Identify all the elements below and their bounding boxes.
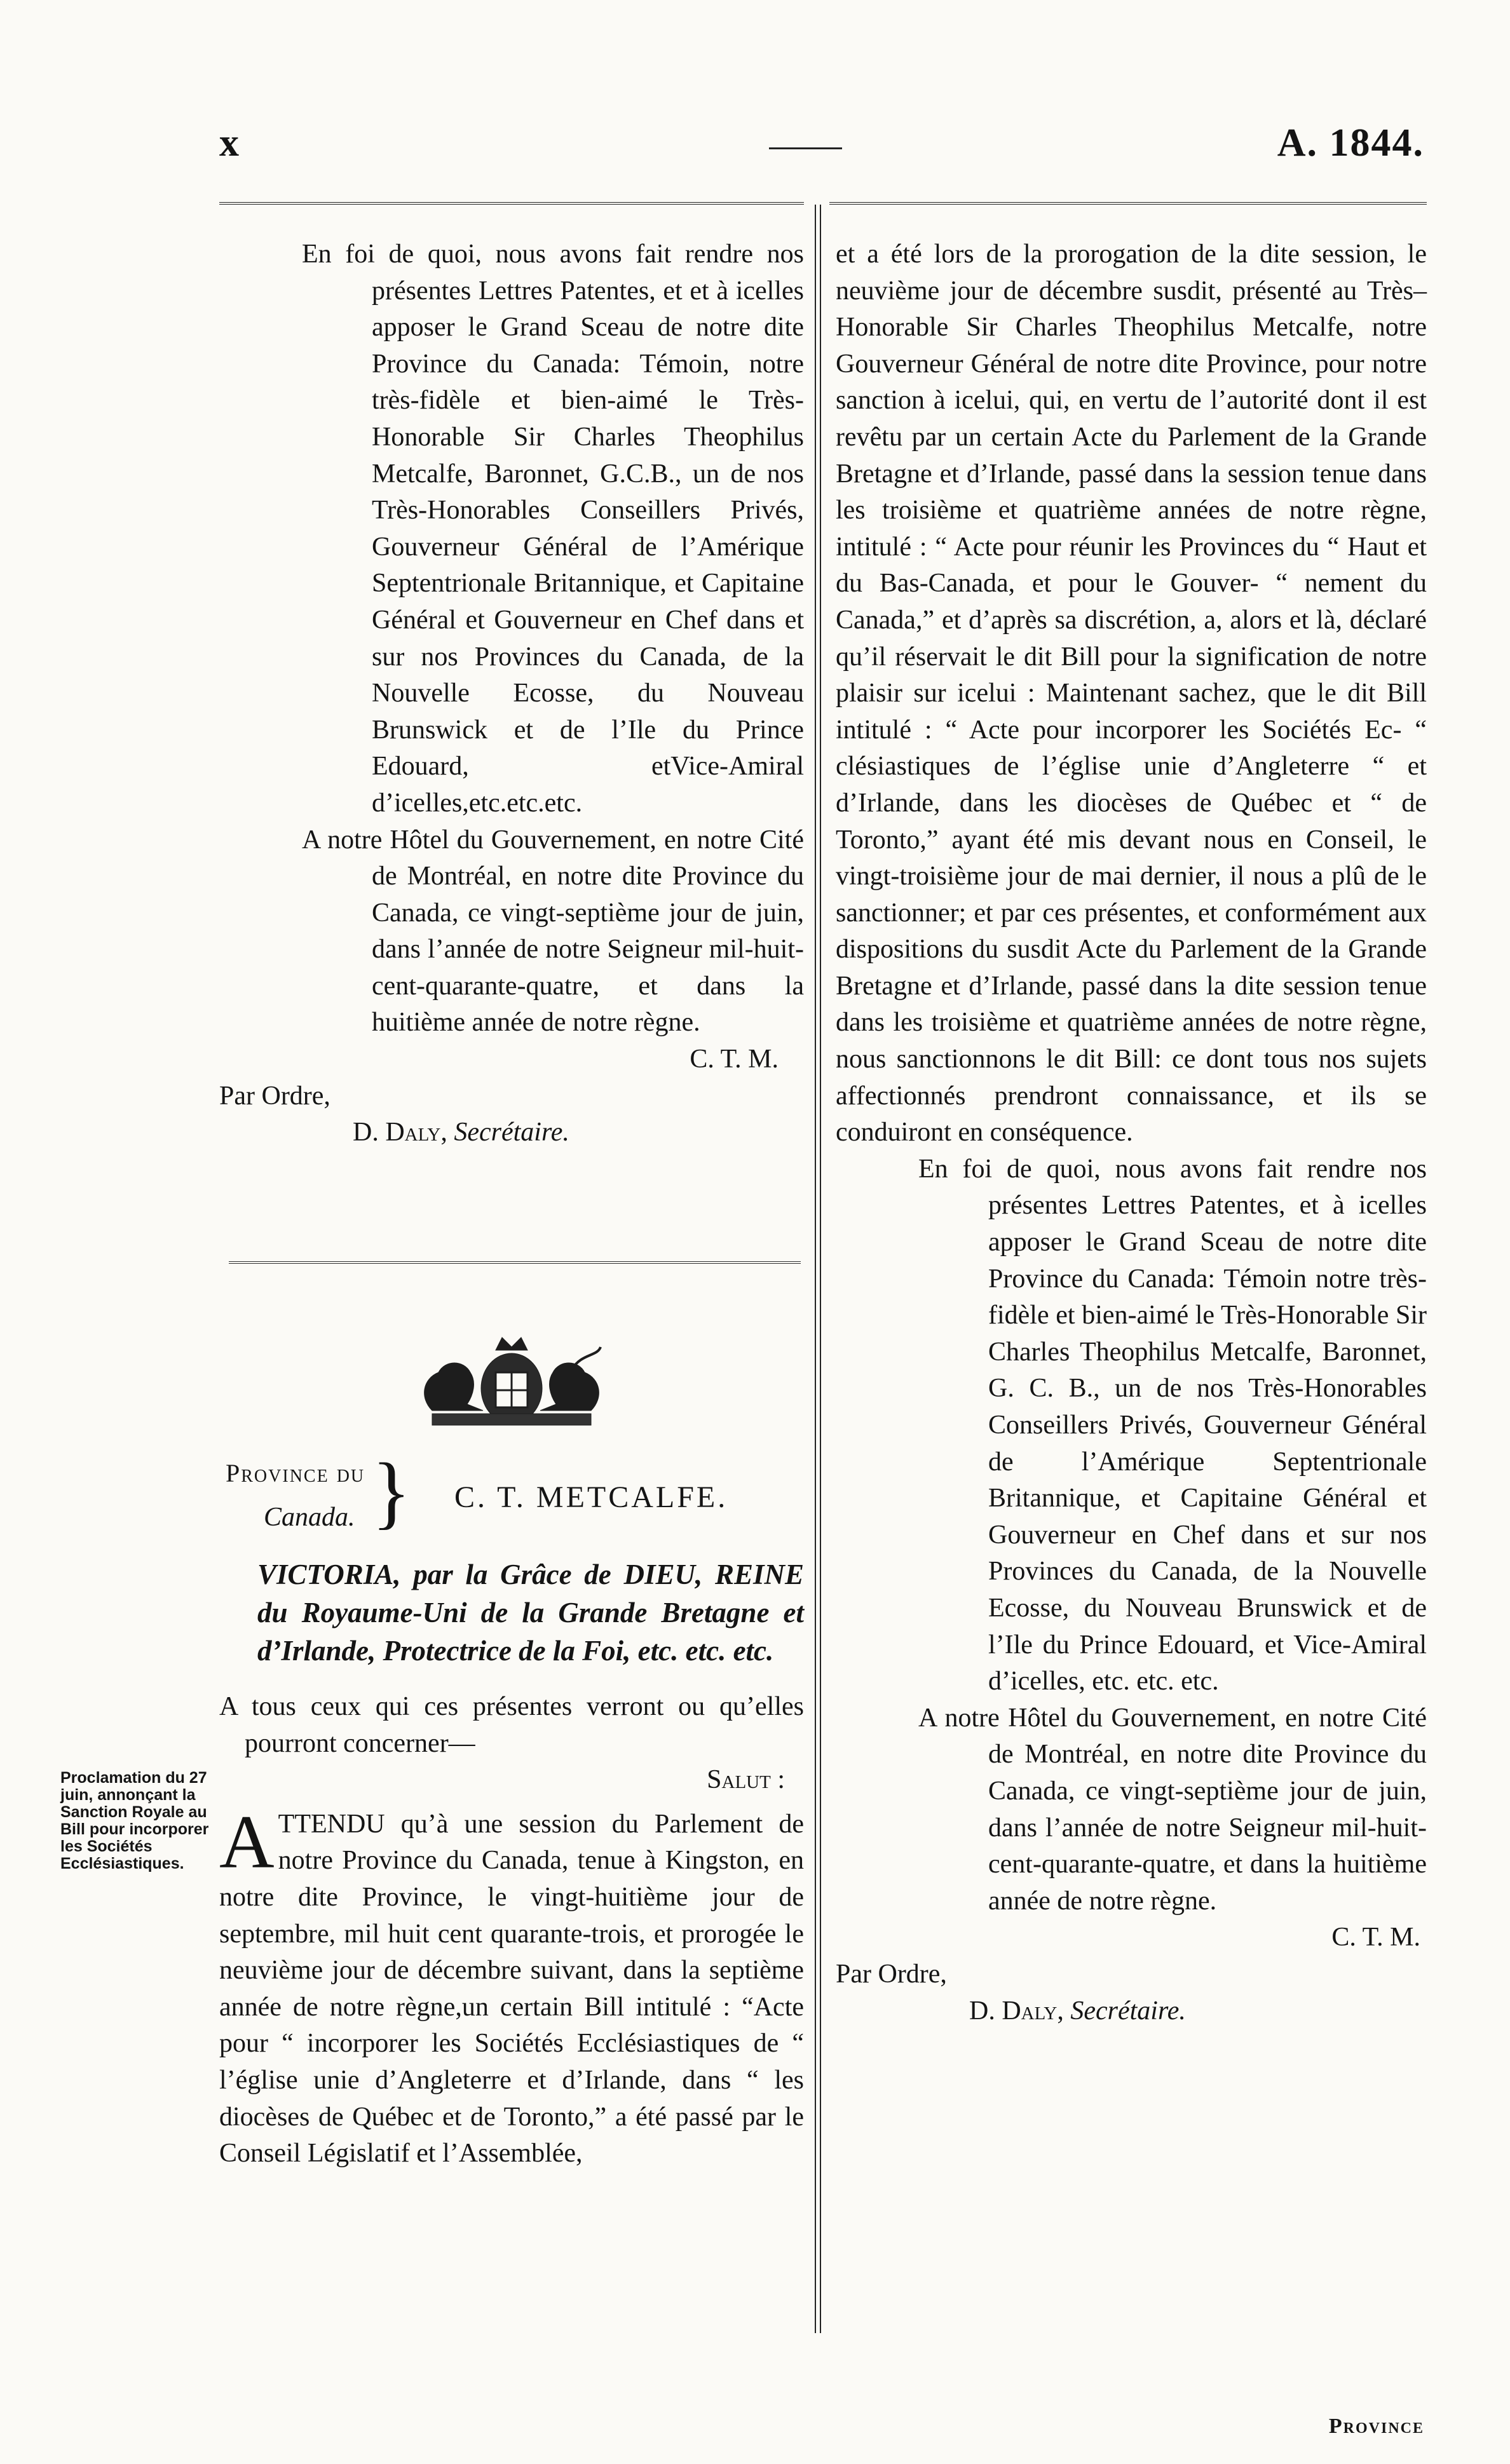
left-column-top	[219, 236, 804, 1151]
par-ordre-2: Par Ordre,	[836, 1959, 947, 1989]
province-canada: Canada.	[264, 1503, 355, 1532]
victoria-title: VICTORIA, par la Grâce de DIEU, REINE du Royaume-Uni de la Grande Bretagne et d’Irlande, Protectrice de la Foi, etc. etc. etc.	[257, 1559, 804, 1667]
page-number: x	[219, 121, 240, 165]
governor-initials: C. T. METCALFE.	[454, 1480, 728, 1514]
address: A tous ceux qui ces présentes verront ou qu’elles pourront concerner—	[219, 1692, 804, 1758]
signature	[219, 1114, 804, 1151]
top-rule-right	[829, 202, 1427, 205]
par-ordre: Par Ordre,	[219, 1081, 330, 1111]
header-dash	[769, 147, 842, 149]
sanction-paragraph: et a été lors de la prorogation de la dite session, le neuvième jour de décembre susdit, présenté au Très–Honorable Sir Charles Theophilus Metcalfe, notre Gouverneur Général de notre dite Province, pour notre sanction à icelui, qui, en vertu de l’autorité dont il est revêtu par un certain Acte du Parlement de la Grande Bretagne et d’Irlande, passé dans la session tenue dans les troisième et quatrième années de notre règne, intitulé : “ Acte pour réunir les Provinces du “ Haut et du Bas-Canada, et pour le Gouver- “ nement du Canada,” et d’après sa discrétion, a, alors et là, déclaré qu’il réservait le dit Bill pour la signification de notre plaisir sur icelui : Maintenant sachez, que le dit Bill intitulé : “ Acte pour incorporer les Sociétés Ec- “ clésiastiques de l’église unie d’Angleterre “ et d’Irlande, dans les diocèses de Québec et “ de Toronto,” ayant été mis devant nous en Conseil, le vingt-troisième jour de mai dernier, il nous a plû de le sanctionner; et par ces présentes, et conformément aux dispositions du susdit Acte du Parlement de la Grande Bretagne et d’Irlande, passé dans la dite session tenue dans les troisième et quatrième années de notre règne, nous sanctionnons le dit Bill: ce dont tous nos sujets affectionnés prendront connaissance, et ils se conduiront en conséquence.	[836, 240, 1427, 1147]
initials: C. T. M.	[690, 1045, 779, 1074]
royal-coat-of-arms-image	[407, 1334, 616, 1436]
attendu-paragraph	[219, 1799, 804, 2172]
signature-name: D. Daly,	[353, 1118, 447, 1147]
attendu-text: TTENDU qu’à une session du Parlement de notre Province du Canada, tenue à Kingston, en notre dite Province, le vingt-huitième jour de septembre, mil huit cent quarante-trois, et prorogée le neuvième jour de décembre suivant, dans la septième année de notre règne,un certain Bill intitulé : “Acte pour “ incorporer les Sociétés Ecclésiastiques de “ l’église unie d’Angleterre et d’Irlande, dans “ les diocèses de Québec et de Toronto,” a été passé par le Conseil Législatif et l’Assemblée,	[219, 1809, 804, 2169]
signature-2	[836, 1993, 1427, 2030]
hotel-paragraph-2: A notre Hôtel du Gouvernement, en notre Cité de Montréal, en notre dite Province du Canada, ce vingt-septième jour de juin, dans l’année de notre Seigneur mil-huit-cent-quarante-quatre, et dans la huitième année de notre règne.	[918, 1703, 1427, 1916]
initials-2: C. T. M.	[1331, 1923, 1420, 1953]
signature-name-2: D. Daly,	[969, 1996, 1064, 2026]
salut-text: Salut :	[707, 1765, 785, 1795]
margin-note: Proclamation du 27 juin, annonçant la Sanction Royale au Bill pour incorporer les Sociétés Ecclésiastiques.	[60, 1769, 209, 1872]
section-rule	[229, 1261, 801, 1264]
top-rule-left	[219, 202, 804, 205]
letters-patent-paragraph: En foi de quoi, nous avons fait rendre nos présentes Lettres Patentes, et et à icelles apposer le Grand Sceau de notre dite Province du Canada: Témoin, notre très-fidèle et bien-aimé le Très-Honorable Sir Charles Theophilus Metcalfe, Baronnet, G.C.B., un de nos Très-Honorables Conseillers Privés, Gouverneur Général de l’Amérique Septentrionale Britannique, et Capitaine Général et Gouverneur en Chef dans et sur nos Provinces du Canada, de la Nouvelle Ecosse, du Nouveau Brunswick et de l’Ile du Prince Edouard, etVice-Amiral d’icelles,etc.etc.etc.	[302, 240, 804, 818]
letters-patent-paragraph-2: En foi de quoi, nous avons fait rendre nos présentes Lettres Patentes, et à icelles apposer le Grand Sceau de notre dite Province du Canada: Témoin notre très-fidèle et bien-aimé le Très-Honorable Sir Charles Theophilus Metcalfe, Baronnet, G. C. B., un de nos Très-Honorables Conseillers Privés, Gouverneur Général de l’Amérique Septentrionale Britannique, et Capitaine Général et Gouverneur en Chef dans et sur nos Provinces du Canada, de la Nouvelle Ecosse, du Nouveau Brunswick et de l’Ile du Prince Edouard, et Vice-Amiral d’icelles, etc. etc. etc.	[918, 1154, 1427, 1696]
catchword: Province	[1328, 2414, 1424, 2438]
brace-glyph: }	[372, 1447, 411, 1537]
signature-title-2: Secrétaire.	[1070, 1996, 1186, 2026]
drop-cap: A	[219, 1799, 275, 1884]
proclamation	[219, 1447, 804, 2172]
salut	[219, 1762, 804, 1799]
province-label: Province du	[226, 1459, 365, 1487]
province-heading	[219, 1447, 804, 1544]
column-separator	[815, 205, 821, 2333]
page-year: A. 1844.	[1277, 121, 1424, 165]
hotel-paragraph: A notre Hôtel du Gouvernement, en notre Cité de Montréal, en notre dite Province du Canada, ce vingt-septième jour de juin, dans l’année de notre Seigneur mil-huit-cent-quarante-quatre, et dans la huitième année de notre règne.	[302, 825, 804, 1038]
signature-title: Secrétaire.	[454, 1118, 569, 1147]
right-column	[836, 236, 1427, 2029]
